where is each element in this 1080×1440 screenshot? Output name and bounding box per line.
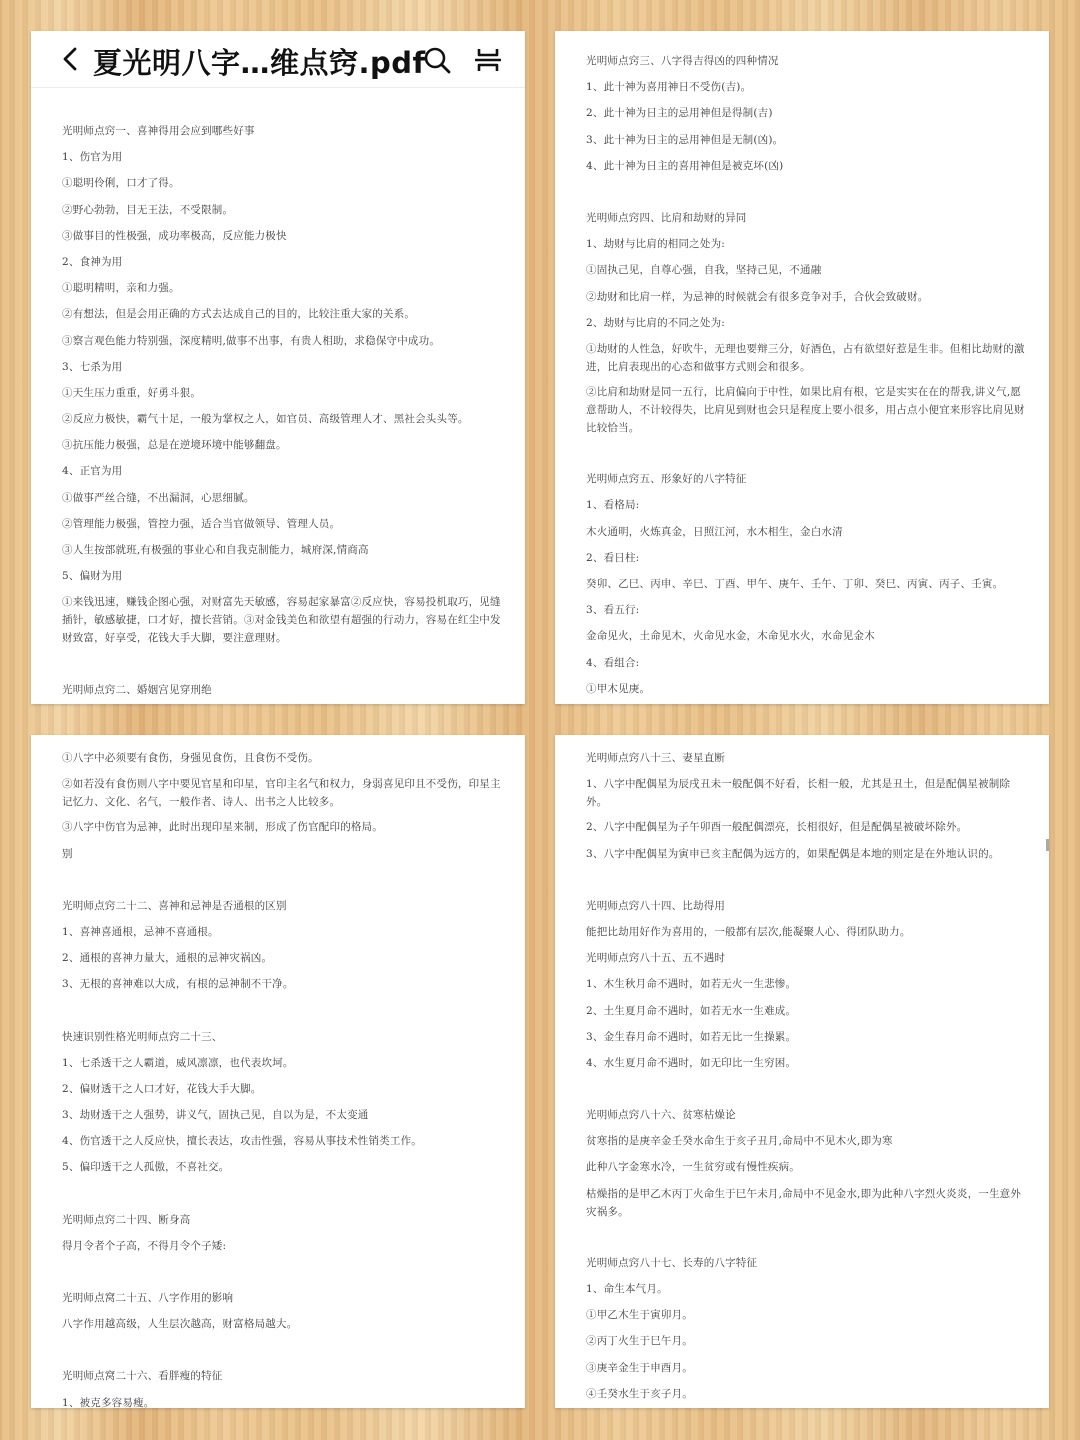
text-line: ②有想法，但是会用正确的方式去达成自己的目的，比较注重大家的关系。 xyxy=(62,308,416,321)
section-heading: 光明师点窍八十七、长寿的八字特征 xyxy=(586,1256,758,1269)
text-line: 3、无根的喜神难以大成，有根的忌神制不干净。 xyxy=(62,978,294,991)
paragraph-gap xyxy=(62,1341,505,1367)
text-line: 1、被克多容易瘦。 xyxy=(62,1396,155,1408)
text-line: 5、偏财为用 xyxy=(62,570,123,583)
text-line: 5、偏印透干之人孤傲，不喜社交。 xyxy=(62,1161,230,1174)
split-icon[interactable] xyxy=(475,47,501,73)
text-line: 4、看组合: xyxy=(586,656,640,669)
text-line: 1、劫财与比肩的相同之处为: xyxy=(586,238,726,251)
paragraph-gap xyxy=(586,444,1029,470)
text-line: 3、金生春月命不遇时，如若无比一生操累。 xyxy=(586,1030,797,1043)
page-content xyxy=(555,31,1049,699)
text-line: 能把比劫用好作为喜用的，一般都有层次,能凝聚人心、得团队助力。 xyxy=(586,925,911,938)
text-line: 1、命生本气月。 xyxy=(586,1283,668,1295)
text-line: 1、此十神为喜用神日不受伤(吉)。 xyxy=(586,81,752,94)
text-line: 4、伤官透干之人反应快，擅长表达，攻击性强，容易从事技术性销类工作。 xyxy=(62,1135,422,1148)
paragraph-gap xyxy=(586,1228,1029,1254)
section-heading: 光明师点窝二十六、看胖瘦的特征 xyxy=(62,1370,223,1383)
paragraph-gap xyxy=(586,183,1029,209)
section-heading: 光明师点窍八十三、妻星直断 xyxy=(586,752,726,764)
text-line: 2、土生夏月命不遇时，如若无水一生难成。 xyxy=(586,1004,797,1017)
section-heading: 光明师点窍二十四、断身高 xyxy=(62,1213,191,1226)
text-line: ③人生按部就班,有极强的事业心和自我克制能力，城府深,情商高 xyxy=(62,544,369,556)
text-line: 2、八字中配偶星为子午卯酉一般配偶漂亮，长相很好，但是配偶星被破坏除外。 xyxy=(586,821,968,834)
paragraph-gap xyxy=(586,871,1029,897)
text-line: ①甲木见庚。 xyxy=(586,682,651,695)
text-line: 1、七杀透干之人霸道，威风凛凛，也代表坎坷。 xyxy=(62,1056,294,1069)
pdf-page-1[interactable] xyxy=(31,31,525,704)
section-heading: 光明师点窝二十五、八字作用的影响 xyxy=(62,1292,234,1304)
text-line: 2、食神为用 xyxy=(62,255,123,268)
section-heading: 光明师点窍五、形象好的八字特征 xyxy=(586,473,747,486)
text-line: 此种八字金寒水冷，一生贫穷或有慢性疾病。 xyxy=(586,1161,800,1174)
text-line: 4、水生夏月命不遇时，如无印比一生穷困。 xyxy=(586,1056,797,1069)
text-line: ①来钱迅速，赚钱企图心强，对财富先天敏感，容易起家暴富②反应快，容易投机取巧，见缝插针，敏感敏捷，口才好，擅长营销。③对金钱美色和欲望有超强的行动力，容易在红尘中发财致富，好享受，花钱大手大脚，要注意理财。 xyxy=(62,596,501,645)
text-line: 1、木生秋月命不遇时，如若无火一生悲惨。 xyxy=(586,978,797,991)
text-line: 1、看格局: xyxy=(586,499,640,512)
text-line: 1、伤官为用 xyxy=(62,151,123,164)
page-content xyxy=(31,88,525,700)
paragraph-gap xyxy=(62,871,505,897)
text-line: ①甲乙木生于寅卯月。 xyxy=(586,1309,693,1322)
text-line: ①八字中必须要有食伤，身强见食伤，且食伤不受伤。 xyxy=(62,752,319,764)
text-line: ④壬癸水生于亥子月。 xyxy=(586,1387,693,1400)
text-line: ①固执己见，自尊心强，自我，坚持己见，不通融 xyxy=(586,264,822,277)
paragraph-gap xyxy=(62,1185,505,1211)
text-line: 贫寒指的是庚辛金壬癸水命生于亥子丑月,命局中不见木火,即为寒 xyxy=(586,1135,893,1148)
scrollbar-thumb[interactable] xyxy=(1046,839,1049,851)
section-heading: 光明师点窍八十六、贫寒枯燥论 xyxy=(586,1109,736,1122)
text-line: ②比肩和劫财是同一五行，比肩偏向于中性，如果比肩有根，它是实实在在的帮我,讲义气,愿意帮助人，不计较得失，比肩见到财也会只是程度上要小很多，用占点小便宜来形容比肩见财比较恰当。 xyxy=(586,386,1025,435)
text-line: 3、此十神为日主的忌用神但是无制(凶)。 xyxy=(586,133,784,146)
search-icon[interactable] xyxy=(423,46,451,74)
section-heading: 快速识别性格光明师点窍二十三、 xyxy=(62,1030,223,1043)
pdf-page-3[interactable] xyxy=(31,735,525,1408)
text-line: ①聪明精明，亲和力强。 xyxy=(62,282,180,295)
text-line: ③八字中伤官为忌神，此时出现印星来制，形成了伤官配印的格局。 xyxy=(62,821,383,834)
app-header xyxy=(31,31,525,88)
chevron-left-icon[interactable] xyxy=(57,45,85,73)
text-line: ②丙丁火生于巳午月。 xyxy=(586,1335,693,1348)
text-line: 2、看日柱: xyxy=(586,551,640,564)
text-line: ②劫财和比肩一样，为忌神的时候就会有很多竞争对手，合伙会致破财。 xyxy=(586,290,929,303)
text-line: 金命见火，土命见木，火命见水金，木命见水火，水命见金木 xyxy=(586,630,875,643)
text-line: 枯燥指的是甲乙木丙丁火命生于巳午未月,命局中不见金水,即为此种八字烈火炎炎，一生意外灾祸多。 xyxy=(586,1187,1022,1218)
text-line: 2、此十神为日主的忌用神但是得制(吉) xyxy=(586,107,773,120)
pdf-page-2[interactable] xyxy=(555,31,1049,704)
text-line: ③做事目的性极强，成功率极高，反应能力极快 xyxy=(62,229,287,242)
text-line: ②管理能力极强，管控力强，适合当官做领导、管理人员。 xyxy=(62,517,341,530)
text-line: 八字作用越高级，人生层次越高，财富格局越大。 xyxy=(62,1318,298,1331)
text-line: 2、劫财与比肩的不同之处为: xyxy=(586,316,726,329)
paragraph-gap xyxy=(586,1080,1029,1106)
page-content xyxy=(31,735,525,1408)
text-line: ②如若没有食伤则八字中要见官星和印星，官印主名气和权力，身弱喜见印且不受伤，印星主记忆力、文化、名气，一般作者、诗人、出书之人比较多。 xyxy=(62,778,501,809)
text-line: 癸卯、乙巳、丙申、辛巳、丁酉、甲午、庚午、壬午、丁卯、癸巳、丙寅、丙子、壬寅。 xyxy=(586,578,1004,590)
paragraph-gap xyxy=(62,655,505,681)
text-line: 3、看五行: xyxy=(586,604,640,617)
text-line: 光明师点窍八十五、五不遇时 xyxy=(586,952,726,965)
text-line: 3、七杀为用 xyxy=(62,360,123,373)
section-heading: 光明师点窍二、婚姻宫见穿刑绝 xyxy=(62,683,212,696)
section-heading: 光明师点窍八十四、比劫得用 xyxy=(586,899,726,912)
text-line: 2、通根的喜神力量大，通根的忌神灾祸凶。 xyxy=(62,952,273,965)
text-line: 1、八字中配偶星为辰戌丑未一般配偶不好看，长相一般，尤其是丑土，但是配偶星被制除外。 xyxy=(586,778,1011,809)
paragraph-gap xyxy=(62,1002,505,1028)
section-heading: 光明师点窍四、比肩和劫财的异同 xyxy=(586,211,747,224)
text-line: ①做事严丝合缝，不出漏洞，心思细腻。 xyxy=(62,491,255,504)
section-heading: 光明师点窍三、八字得吉得凶的四种情况 xyxy=(586,55,779,67)
page-content xyxy=(555,735,1049,1404)
text-line: ①劫财的人性急，好吹牛，无理也要辩三分，好酒色，占有欲望好惹是生非。但相比劫财的激进，比肩表现出的心态和做事方式则会和很多。 xyxy=(586,342,1025,373)
text-line: 4、正官为用 xyxy=(62,465,123,478)
text-line: 1、喜神喜通根，忌神不喜通根。 xyxy=(62,925,219,938)
text-line: ②反应力极快，霸气十足，一般为掌权之人，如官员、高级管理人才、黑社会头头等。 xyxy=(62,413,469,426)
section-heading: 光明师点窍二十二、喜神和忌神是否通根的区别 xyxy=(62,899,287,912)
text-line: ②野心勃勃，目无王法，不受限制。 xyxy=(62,203,234,216)
text-line: ③庚辛金生于申酉月。 xyxy=(586,1361,693,1374)
pdf-page-4[interactable] xyxy=(555,735,1049,1408)
paragraph-gap xyxy=(62,1263,505,1289)
text-line: ①天生压力重重，好勇斗狠。 xyxy=(62,386,202,399)
text-line: 木火通明，火炼真金，日照江河，水木相生，金白水清 xyxy=(586,525,843,538)
text-line: 3、劫财透干之人强势，讲义气，固执己见，自以为是，不太变通 xyxy=(62,1109,369,1122)
text-line: 3、八字中配偶星为寅申已亥主配偶为远方的，如果配偶是本地的则定是在外地认识的。 xyxy=(586,847,1000,860)
text-line: 4、此十神为日主的喜用神但是被克坏(凶) xyxy=(586,159,784,172)
text-line: 2、偏财透干之人口才好，花钱大手大脚。 xyxy=(62,1082,262,1095)
text-line: 别 xyxy=(62,847,73,860)
text-line: ③察言观色能力特别强，深度精明,做事不出事，有贵人相助，求稳保守中成功。 xyxy=(62,334,441,347)
text-line: 得月令者个子高，不得月令个子矮: xyxy=(62,1239,227,1252)
document-title: 夏光明八字…维点窍.pdf xyxy=(93,46,426,80)
text-line: ③抗压能力极强，总是在逆境环境中能够翻盘。 xyxy=(62,439,287,452)
text-line: ①聪明伶俐，口才了得。 xyxy=(62,177,180,190)
section-heading: 光明师点窍一、喜神得用会应到哪些好事 xyxy=(62,125,255,137)
